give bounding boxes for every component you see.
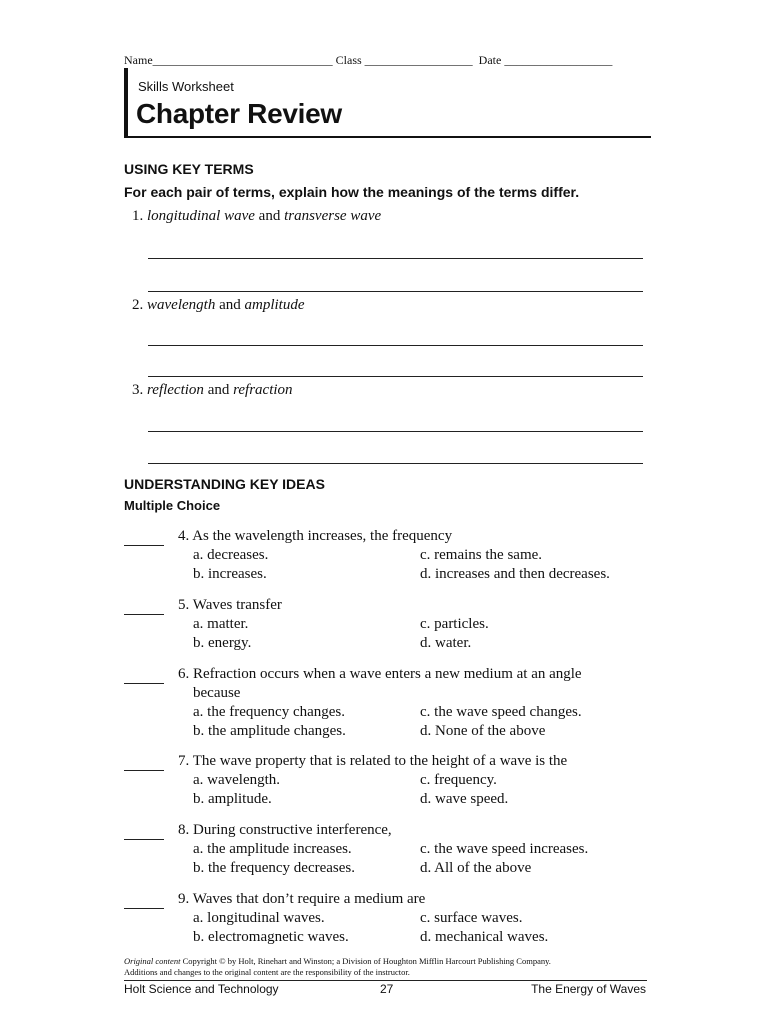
- class-label: Class: [335, 53, 362, 67]
- answer-blank-q9[interactable]: [124, 908, 164, 909]
- question-8: 8. During constructive interference,: [178, 822, 392, 838]
- copyright-notice: Original content Copyright © by Holt, Rinehart and Winston; a Division of Houghton Mifflin Harcourt Publishing Company. Additions and changes to the original content are the responsibility of the instructor.: [124, 956, 551, 977]
- term-2b: amplitude: [244, 297, 305, 313]
- page-number: 27: [380, 982, 394, 996]
- term-3b: refraction: [233, 382, 293, 398]
- question-7: 7. The wave property that is related to the height of a wave is the: [178, 753, 568, 769]
- name-field[interactable]: ______________________________: [152, 53, 333, 67]
- section-heading-key-terms: USING KEY TERMS: [124, 161, 254, 177]
- q5-option-a: a. matter.: [193, 616, 249, 632]
- answer-blank-q5[interactable]: [124, 614, 164, 615]
- q4-option-b: b. increases.: [193, 566, 267, 582]
- q8-option-a: a. the amplitude increases.: [193, 841, 352, 857]
- footer-rule: [124, 980, 647, 981]
- question-4: 4. As the wavelength increases, the frequency: [178, 528, 453, 544]
- q4-option-c: c. remains the same.: [420, 547, 543, 563]
- question-6-continued: because: [193, 685, 241, 701]
- q4-option-d: d. increases and then decreases.: [420, 566, 610, 582]
- page-title: Chapter Review: [136, 98, 342, 129]
- name-class-date-line: [124, 53, 644, 68]
- q5-option-d: d. water.: [420, 635, 472, 651]
- answer-blank-q8[interactable]: [124, 839, 164, 840]
- q6-option-a: a. the frequency changes.: [193, 704, 346, 720]
- q7-option-b: b. amplitude.: [193, 791, 272, 807]
- answer-line[interactable]: [148, 376, 643, 377]
- q9-option-b: b. electromagnetic waves.: [193, 929, 349, 945]
- answer-line[interactable]: [148, 291, 643, 292]
- q6-option-d: d. None of the above: [420, 723, 546, 739]
- answer-blank-q4[interactable]: [124, 545, 164, 546]
- answer-line[interactable]: [148, 463, 643, 464]
- date-field[interactable]: __________________: [504, 53, 613, 67]
- term-pair-1: 1. longitudinal wave and transverse wave: [132, 208, 382, 224]
- date-label: Date: [478, 53, 502, 67]
- term-pair-3: 3. reflection and refraction: [132, 382, 293, 398]
- term-2a: wavelength: [147, 297, 216, 313]
- q9-option-c: c. surface waves.: [420, 910, 523, 926]
- footer-book-title: Holt Science and Technology: [124, 982, 279, 996]
- term-pair-2: 2. wavelength and amplitude: [132, 297, 305, 313]
- q5-option-b: b. energy.: [193, 635, 252, 651]
- q8-option-c: c. the wave speed increases.: [420, 841, 589, 857]
- answer-line[interactable]: [148, 431, 643, 432]
- answer-blank-q6[interactable]: [124, 683, 164, 684]
- q9-option-a: a. longitudinal waves.: [193, 910, 325, 926]
- multiple-choice-subheading: Multiple Choice: [124, 498, 221, 513]
- term-1a: longitudinal wave: [147, 208, 255, 224]
- q7-option-c: c. frequency.: [420, 772, 497, 788]
- q5-option-c: c. particles.: [420, 616, 489, 632]
- q8-option-b: b. the frequency decreases.: [193, 860, 355, 876]
- q9-option-d: d. mechanical waves.: [420, 929, 549, 945]
- footer-chapter-title: The Energy of Waves: [531, 982, 646, 996]
- answer-blank-q7[interactable]: [124, 770, 164, 771]
- title-block: [124, 68, 651, 138]
- q7-option-a: a. wavelength.: [193, 772, 281, 788]
- answer-line[interactable]: [148, 258, 643, 259]
- section-heading-key-ideas: UNDERSTANDING KEY IDEAS: [124, 476, 325, 492]
- q6-option-b: b. the amplitude changes.: [193, 723, 346, 739]
- term-1b: transverse wave: [284, 208, 382, 224]
- q7-option-d: d. wave speed.: [420, 791, 509, 807]
- question-9: 9. Waves that don’t require a medium are: [178, 891, 426, 907]
- q6-option-c: c. the wave speed changes.: [420, 704, 582, 720]
- q8-option-d: d. All of the above: [420, 860, 532, 876]
- q4-option-a: a. decreases.: [193, 547, 269, 563]
- key-terms-instruction: For each pair of terms, explain how the meanings of the terms differ.: [124, 184, 580, 200]
- question-6: 6. Refraction occurs when a wave enters a new medium at an angle: [178, 666, 582, 682]
- name-label: Name: [124, 53, 153, 67]
- class-field[interactable]: __________________: [364, 53, 473, 67]
- worksheet-kicker: Skills Worksheet: [138, 79, 234, 94]
- answer-line[interactable]: [148, 345, 643, 346]
- question-5: 5. Waves transfer: [178, 597, 282, 613]
- term-3a: reflection: [147, 382, 204, 398]
